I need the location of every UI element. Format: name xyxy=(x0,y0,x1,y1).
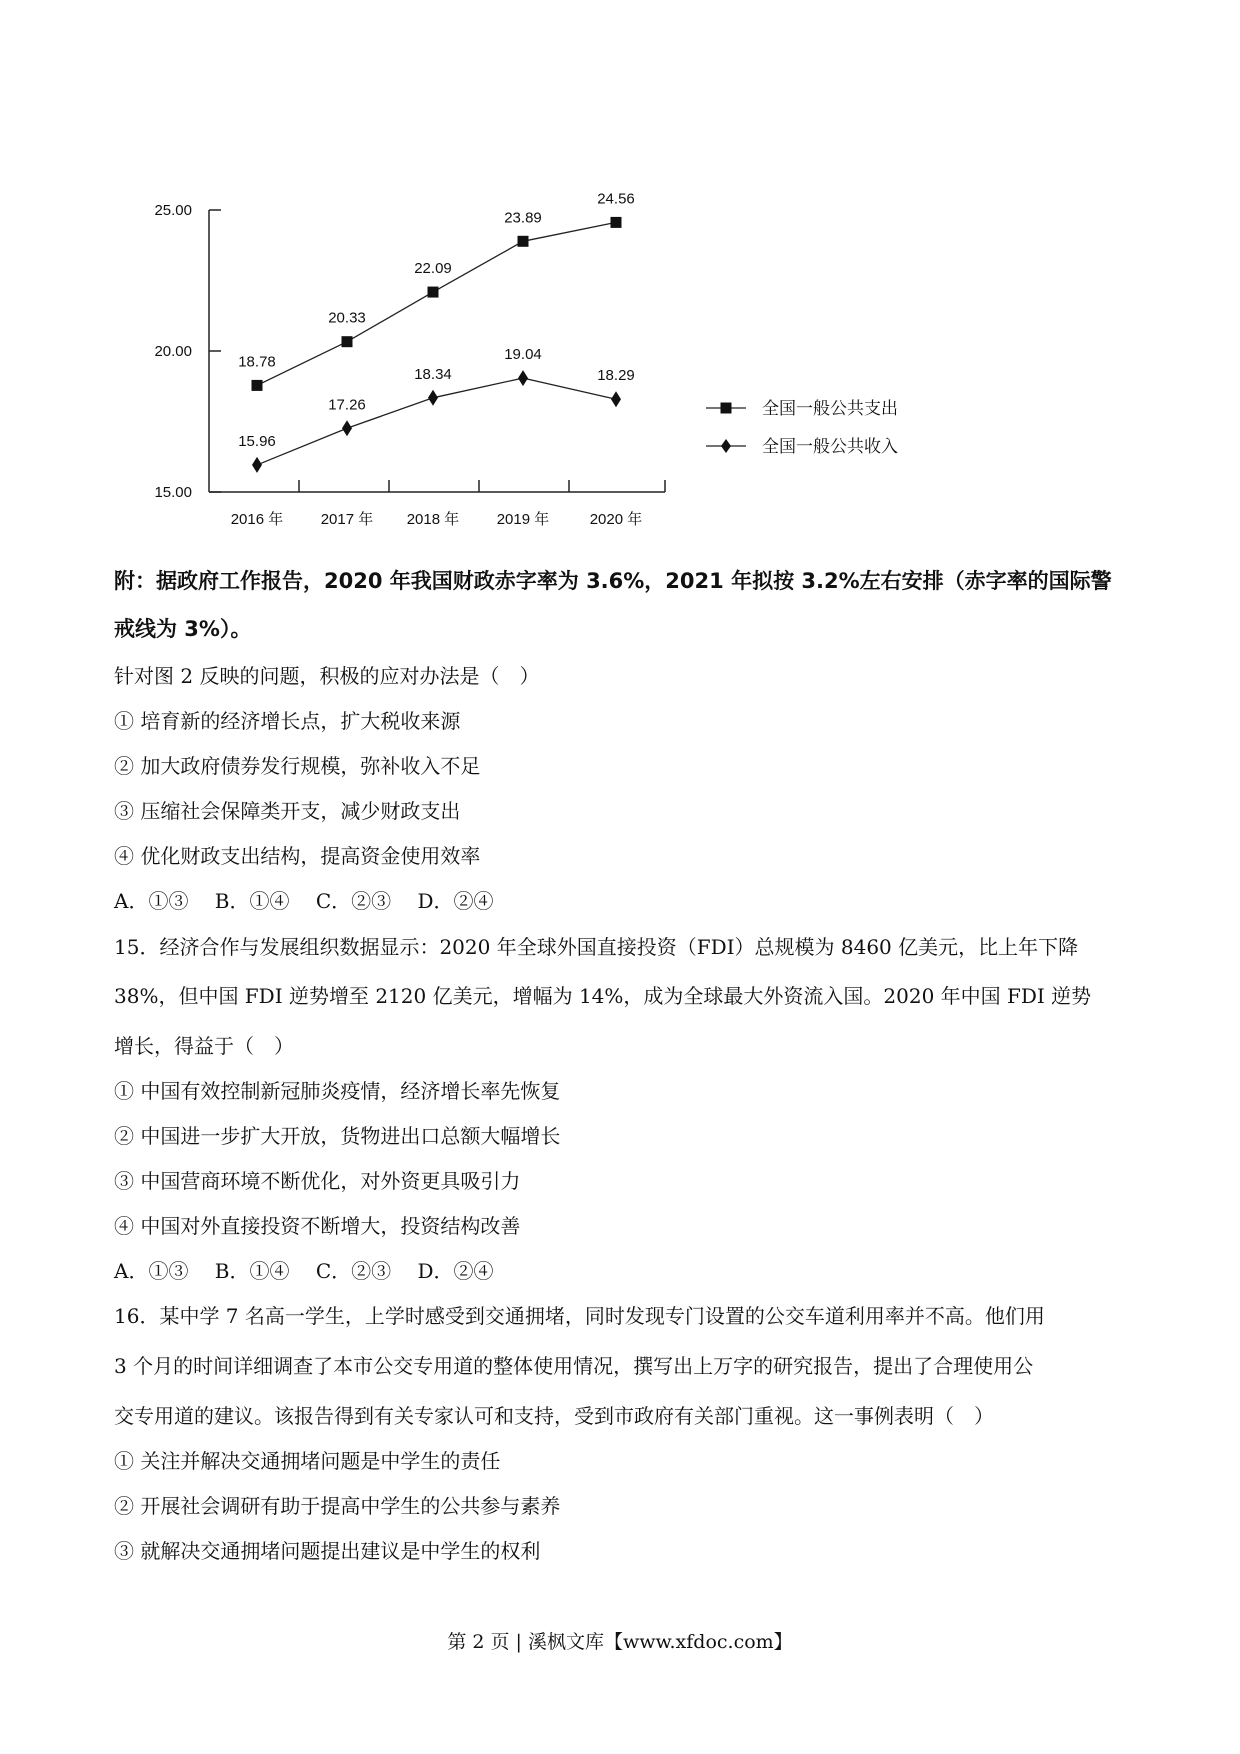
series-line xyxy=(257,378,616,465)
page-footer: 第 2 页 | 溪枫文库【www.xfdoc.com】 xyxy=(447,1631,793,1653)
series-markers xyxy=(252,217,622,473)
diamond-marker xyxy=(428,390,438,406)
q15-option-4: ④ 中国对外直接投资不断增大，投资结构改善 xyxy=(114,1214,521,1238)
x-tick-label: 2016 年 xyxy=(230,511,284,528)
x-tick-label: 2019 年 xyxy=(496,511,550,528)
data-label: 19.04 xyxy=(504,346,542,364)
data-label: 20.33 xyxy=(328,309,366,327)
q14-option-4: ④ 优化财政支出结构，提高资金使用效率 xyxy=(114,844,481,868)
data-labels xyxy=(238,190,635,450)
q16-option-3: ③ 就解决交通拥堵问题提出建议是中学生的权利 xyxy=(114,1539,541,1563)
q15-stem-line-2: 38%，但中国 FDI 逆势增至 2120 亿美元，增幅为 14%，成为全球最大外资流入国。2020 年中国 FDI 逆势 xyxy=(114,984,1092,1008)
q16-option-1: ① 关注并解决交通拥堵问题是中学生的责任 xyxy=(114,1449,501,1473)
x-tick-label: 2018 年 xyxy=(406,511,460,528)
diamond-marker xyxy=(518,370,528,386)
q15-option-1: ① 中国有效控制新冠肺炎疫情，经济增长率先恢复 xyxy=(114,1079,561,1103)
note-line-1: 附：据政府工作报告，2020 年我国财政赤字率为 3.6%，2021 年拟按 3.2%左右安排（赤字率的国际警 xyxy=(114,569,1112,593)
square-marker xyxy=(428,287,439,298)
data-label: 17.26 xyxy=(328,396,366,414)
line-chart xyxy=(0,0,1240,560)
square-marker xyxy=(611,217,622,228)
q16-stem-line-2: 3 个月的时间详细调查了本市公交专用道的整体使用情况，撰写出上万字的研究报告，提出了合理使用公 xyxy=(114,1354,1034,1378)
y-tick-label: 15.00 xyxy=(154,484,192,501)
legend-diamond-marker xyxy=(721,439,731,453)
chart-axes xyxy=(209,210,665,492)
x-tick-label: 2020 年 xyxy=(589,511,643,528)
q14-option-1: ① 培育新的经济增长点，扩大税收来源 xyxy=(114,709,461,733)
x-tick-label: 2017 年 xyxy=(320,511,374,528)
q15-stem-line-3: 增长，得益于（ ） xyxy=(114,1034,294,1058)
note-line-2: 戒线为 3%）。 xyxy=(114,617,252,641)
square-marker xyxy=(252,380,263,391)
data-label: 18.34 xyxy=(414,365,452,383)
x-tick-labels xyxy=(231,510,643,528)
data-label: 15.96 xyxy=(238,432,276,450)
q14-option-3: ③ 压缩社会保障类开支，减少财政支出 xyxy=(114,799,461,823)
y-tick-label: 25.00 xyxy=(154,202,192,219)
diamond-marker xyxy=(252,457,262,473)
chart-legend xyxy=(706,399,898,457)
legend-label: 全国一般公共收入 xyxy=(762,437,898,457)
data-label: 18.29 xyxy=(597,367,635,385)
square-marker xyxy=(518,236,529,247)
legend-label: 全国一般公共支出 xyxy=(762,399,898,419)
square-marker xyxy=(342,336,353,347)
diamond-marker xyxy=(342,420,352,436)
diamond-marker xyxy=(611,391,621,407)
data-label: 22.09 xyxy=(414,260,452,278)
y-tick-label: 20.00 xyxy=(154,343,192,360)
q14-choices: A．①③ B．①④ C．②③ D．②④ xyxy=(114,889,494,913)
q15-stem-line-1: 15．经济合作与发展组织数据显示：2020 年全球外国直接投资（FDI）总规模为 8460 亿美元，比上年下降 xyxy=(114,935,1079,959)
q16-stem-line-3: 交专用道的建议。该报告得到有关专家认可和支持，受到市政府有关部门重视。这一事例表明（ ） xyxy=(114,1404,994,1428)
y-tick-labels xyxy=(154,202,192,501)
q16-option-2: ② 开展社会调研有助于提高中学生的公共参与素养 xyxy=(114,1494,561,1518)
q15-option-2: ② 中国进一步扩大开放，货物进出口总额大幅增长 xyxy=(114,1124,561,1148)
q14-stem: 针对图 2 反映的问题，积极的应对办法是（ ） xyxy=(114,664,540,688)
q16-stem-line-1: 16．某中学 7 名高一学生，上学时感受到交通拥堵，同时发现专门设置的公交车道利用率并不高。他们用 xyxy=(114,1304,1045,1328)
series-line xyxy=(257,222,616,385)
data-label: 18.78 xyxy=(238,353,276,371)
data-label: 23.89 xyxy=(504,209,542,227)
q15-option-3: ③ 中国营商环境不断优化，对外资更具吸引力 xyxy=(114,1169,521,1193)
data-label: 24.56 xyxy=(597,190,635,208)
q15-choices: A．①③ B．①④ C．②③ D．②④ xyxy=(114,1259,494,1283)
series-lines xyxy=(257,222,616,465)
q14-option-2: ② 加大政府债券发行规模，弥补收入不足 xyxy=(114,754,481,778)
legend-square-marker xyxy=(721,403,732,414)
